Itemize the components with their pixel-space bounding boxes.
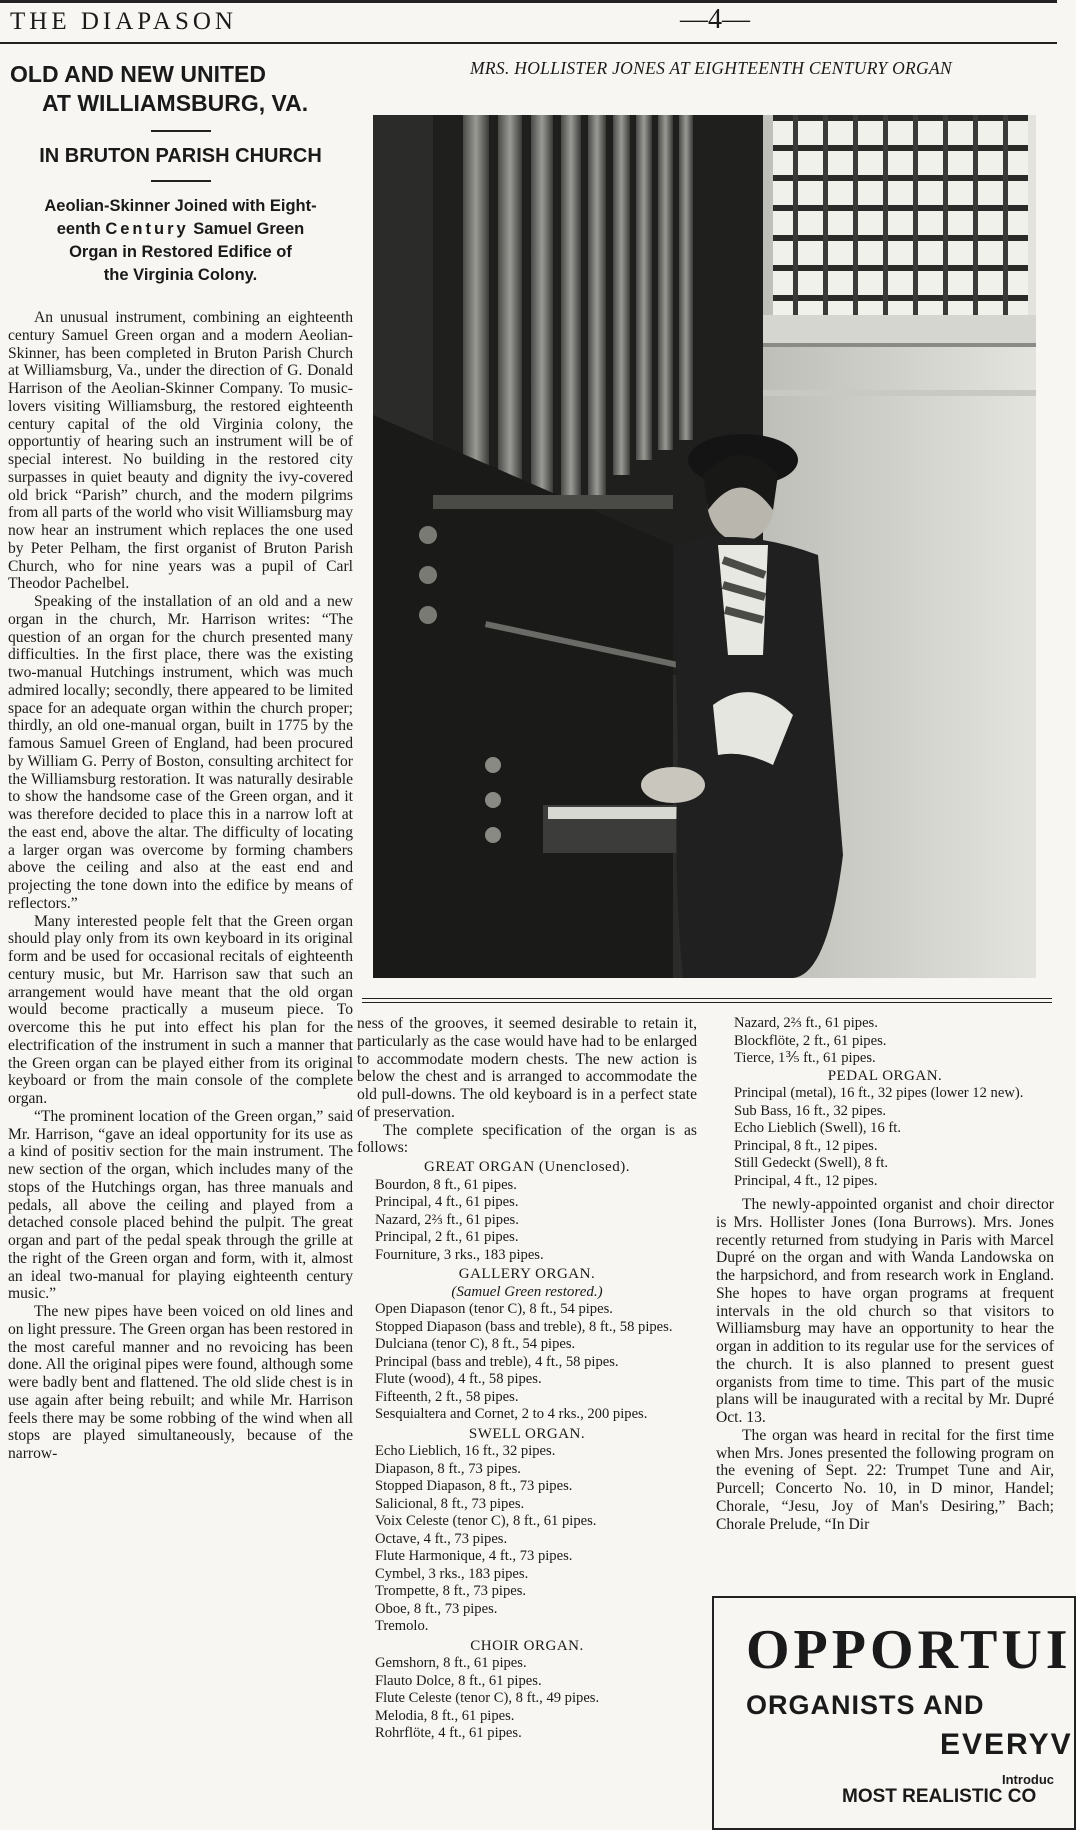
spec-section-title: GREAT ORGAN (Unenclosed). <box>424 1159 630 1175</box>
divider <box>151 130 211 132</box>
headline <box>8 60 353 118</box>
left-column <box>8 60 353 1463</box>
headline-line-1: OLD AND NEW UNITED <box>10 61 266 87</box>
ad-tagline: MOST REALISTIC CO <box>842 1786 1037 1807</box>
paragraph: An unusual instrument, combining an eighteenth century Samuel Green organ and a modern Aeolian-Skinner, has been completed in Bruton Parish Church at Williamsburg, Va., under the direction of G. Donald Harrison of the Aeolian-Skinner Company. To music-lovers visiting Williamsburg, the restored eighteenth century capital of the old Virginia colony, the opportuntiy of hearing such an instrument will be of special interest. No building in the restored city surpasses in quiet beauty and dignity the ivy-covered old brick “Parish” church, and the modern pilgrims from all parts of the world who visit Williamsburg may now hear an instrument which replaces the one used by Peter Pelham, the first organist of Bruton Parish Church, who for nine years was a pupil of Carl Theodor Pachelbel. <box>8 309 353 593</box>
spec-stop: Flute Celeste (tenor C), 8 ft., 49 pipes. <box>375 1690 600 1706</box>
spec-stop: Nazard, 2⅔ ft., 61 pipes. <box>734 1015 878 1031</box>
masthead: THE DIAPASON <box>10 8 237 35</box>
spec-stop: Open Diapason (tenor C), 8 ft., 54 pipes. <box>375 1301 613 1317</box>
deck-line <box>8 218 353 241</box>
spec-stop: Fourniture, 3 rks., 183 pipes. <box>375 1246 544 1263</box>
spec-stop: Principal, 2 ft., 61 pipes. <box>375 1229 519 1245</box>
spec-stop: Stopped Diapason, 8 ft., 73 pipes. <box>375 1478 573 1494</box>
paragraph: Speaking of the installation of an old and a new organ in the church, Mr. Harrison writes: “The question of an organ for the church presented many difficulties. In the first place, there was the existing two-manual Hutchings instrument, which was much admired locally; secondly, there appeared to be limited space for an adequate organ within the church proper; thirdly, an old one-manual organ, built in 1775 by the famous Samuel Green of England, had been procured by William G. Perry of Boston, consulting architect for the Williamsburg restoration. It was naturally desirable to show the handsome case of the Green organ, and it was therefore decided to place this in a narrow loft at the east end, above the altar. The difficulty of locating a larger organ was overcome by forming chambers above the ceiling and also at the east end and projecting the tone down into the edifice by means of reflectors.” <box>8 593 353 912</box>
ad-subheadline: ORGANISTS AND <box>746 1690 985 1720</box>
paragraph: Many interested people felt that the Green organ should play only from its own keyboard in its original form and be used for occasional recitals of eighteenth century music, but Mr. Harrison saw that such an arrangement would have meant that the old organ would become practically a museum piece. To overcome this he put into effect his plan for the electrification of the instrument in such a manner that the Green organ can be played either from its original keyboard or from the main console of the complete organ. <box>8 912 353 1107</box>
deck-line: the Virginia Colony. <box>103 266 258 284</box>
deck-line: Organ in Restored Edifice of <box>69 243 292 261</box>
right-column <box>716 1015 1054 1533</box>
spec-stop: Oboe, 8 ft., 73 pipes. <box>375 1600 498 1617</box>
top-rule <box>0 0 1057 3</box>
spec-section-title: CHOIR ORGAN. <box>470 1637 584 1654</box>
paragraph: The complete specification of the organ is as follows: <box>357 1121 697 1157</box>
spec-stop: Voix Celeste (tenor C), 8 ft., 61 pipes. <box>375 1513 597 1529</box>
middle-column <box>357 1015 697 1743</box>
header-rule <box>0 42 1057 44</box>
deck-line: Aeolian-Skinner Joined with Eight- <box>44 197 317 215</box>
page-number: —4— <box>680 4 750 35</box>
spec-stop: Blockflöte, 2 ft., 61 pipes. <box>734 1032 887 1049</box>
subhead: IN BRUTON PARISH CHURCH <box>39 145 322 167</box>
spec-stop: Rohrflöte, 4 ft., 61 pipes. <box>375 1725 522 1741</box>
paragraph: The organ was heard in recital for the first time when Mrs. Jones presented the following program on the evening of Sept. 22: Trumpet Tune and Air, Purcell; Concerto No. 10, in D minor, Handel; Chorale, “Jesu, Joy of Man's Desiring,” Bach; Chorale Prelude, “In Dir <box>716 1426 1054 1533</box>
paragraph: The new pipes have been voiced on old lines and on light pressure. The Green organ has been restored in the most careful manner and no revoicing has been done. All the original pipes were found, although some were badly bent and flattened. The old slide chest is in use again after being rebuilt; and while Mr. Harrison feels there may be some robbing of the wind when all stops are played simultaneously, because of the narrow- <box>8 1303 353 1462</box>
organ-photo <box>373 115 1036 978</box>
spec-stop: Gemshorn, 8 ft., 61 pipes. <box>375 1655 527 1671</box>
spec-stop: Sesquialtera and Cornet, 2 to 4 rks., 200 pipes. <box>375 1406 648 1422</box>
deck <box>8 195 353 287</box>
spec-stop: Salicional, 8 ft., 73 pipes. <box>375 1495 525 1512</box>
spec-section-title: SWELL ORGAN. <box>468 1425 586 1442</box>
spec-stop: Bourdon, 8 ft., 61 pipes. <box>375 1176 517 1193</box>
article-body-left <box>8 309 353 1463</box>
ad-intro: Introduc <box>1002 1772 1054 1787</box>
spec-stop: Echo Lieblich (Swell), 16 ft. <box>734 1120 901 1136</box>
deck-spaced-word: Century <box>105 220 189 238</box>
headline-line-2: AT WILLIAMSBURG, VA. <box>42 90 309 116</box>
ad-headline: OPPORTUI <box>746 1619 1072 1681</box>
spec-stop: Tierce, 1⅗ ft., 61 pipes. <box>734 1050 876 1066</box>
paragraph: ness of the grooves, it seemed desirable to retain it, particularly as the case would have had to be enlarged to accommodate modern chests. The new action is below the chest and is arranged to accommodate the old pull-downs. The old keyboard is in a perfect state of preservation. <box>357 1015 697 1121</box>
spec-stop: Stopped Diapason (bass and treble), 8 ft., 58 pipes. <box>375 1318 673 1335</box>
paragraph: “The prominent location of the Green organ,” said Mr. Harrison, “gave an ideal opportunity for its use as a kind of positiv section for the main instrument. The new section of the organ, which includes many of the stops of the Hutchings organ, has three manuals and pedals, all above the ceiling and played from a detached console placed behind the pulpit. The great organ and part of the pedal speak through the grille at the right of the Green organ and form, with it, almost an ideal two-manual for playing eighteenth century music.” <box>8 1107 353 1303</box>
spec-stop: Nazard, 2⅔ ft., 61 pipes. <box>375 1211 519 1228</box>
spec-stop: Trompette, 8 ft., 73 pipes. <box>375 1583 527 1599</box>
spec-stop: Flauto Dolce, 8 ft., 61 pipes. <box>375 1672 542 1689</box>
paragraph: The newly-appointed organist and choir director is Mrs. Hollister Jones (Iona Burrows). Mrs. Jones recently returned from studying in Paris with Marcel Dupré on the organ and with Wanda Landowska on the harpsichord, and from research work in England. She hopes to have organ programs at frequent intervals in the old church so that visitors to Williamsburg may have an opportunity to hear the organ in addition to its regular use for the services of the church. It is also planned to present guest organists from time to time. This part of the music plans will be inaugurated with a recital by Mr. Dupré Oct. 13. <box>716 1196 1054 1426</box>
spec-stop: Octave, 4 ft., 73 pipes. <box>375 1530 508 1547</box>
spec-stop: Flute (wood), 4 ft., 58 pipes. <box>375 1371 542 1387</box>
spec-stop: Principal, 8 ft., 12 pipes. <box>734 1137 878 1154</box>
spec-stop: Diapason, 8 ft., 73 pipes. <box>375 1460 521 1477</box>
deck-text: eenth <box>56 220 106 238</box>
spec-stop: Principal, 4 ft., 61 pipes. <box>375 1194 519 1210</box>
spec-stop: Principal, 4 ft., 12 pipes. <box>734 1172 878 1189</box>
rule <box>362 1002 1052 1003</box>
spec-section-title: GALLERY ORGAN. <box>458 1266 596 1282</box>
spec-stop: Cymbel, 3 rks., 183 pipes. <box>375 1565 529 1582</box>
deck-text: Samuel Green <box>188 220 305 238</box>
spec-stop: Fifteenth, 2 ft., 58 pipes. <box>375 1388 519 1405</box>
spec-stop: Melodia, 8 ft., 61 pipes. <box>375 1707 515 1724</box>
organ-photo-graphic <box>373 115 1036 978</box>
spec-stop: Principal (bass and treble), 4 ft., 58 pipes. <box>375 1353 619 1370</box>
spec-stop: Principal (metal), 16 ft., 32 pipes (lower 12 new). <box>734 1085 1024 1101</box>
spec-stop: Echo Lieblich, 16 ft., 32 pipes. <box>375 1443 556 1459</box>
ad-every: EVERYV <box>940 1728 1073 1761</box>
spec-section-title: PEDAL ORGAN. <box>827 1067 943 1084</box>
spec-stop: Still Gedeckt (Swell), 8 ft. <box>734 1155 889 1171</box>
spec-stop: Flute Harmonique, 4 ft., 73 pipes. <box>375 1548 573 1564</box>
divider <box>151 180 211 182</box>
spec-stop: Sub Bass, 16 ft., 32 pipes. <box>734 1102 887 1119</box>
spec-stop: Tremolo. <box>375 1618 429 1634</box>
photo-caption: MRS. HOLLISTER JONES AT EIGHTEENTH CENTURY ORGAN <box>470 58 952 78</box>
advertisement-box <box>712 1596 1076 1830</box>
spec-stop: Dulciana (tenor C), 8 ft., 54 pipes. <box>375 1336 576 1352</box>
spec-section-subtitle: (Samuel Green restored.) <box>451 1283 603 1300</box>
rule <box>362 998 1052 999</box>
